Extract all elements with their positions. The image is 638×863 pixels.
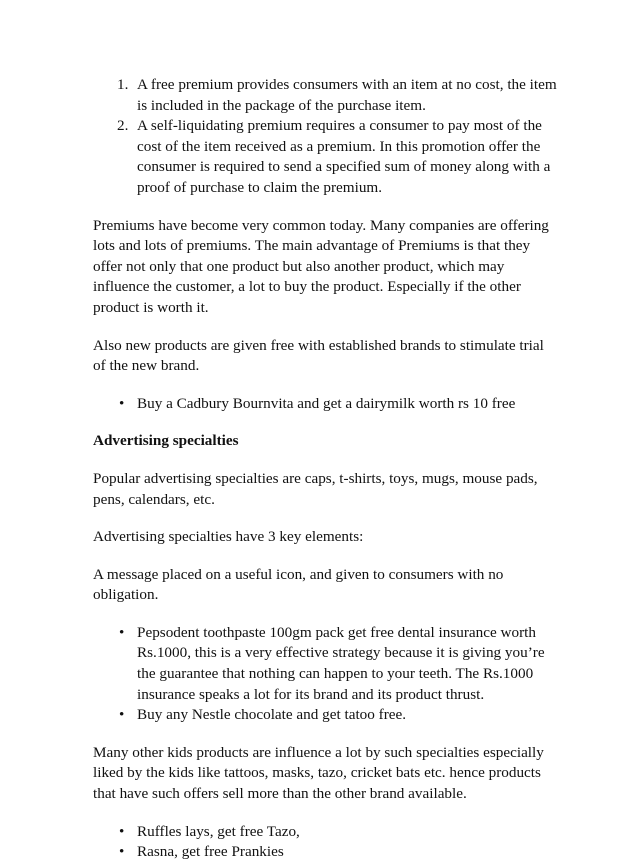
premium-types-list — [93, 75, 558, 199]
heading-advertising-specialties: Advertising specialties — [93, 432, 239, 450]
cadbury-bullet-list — [93, 394, 558, 415]
list-item-cadbury: • Buy a Cadbury Bournvita and get a dairymilk worth rs 10 free — [93, 394, 558, 415]
paragraph-popular-specialties: Popular advertising specialties are caps, t-shirts, toys, mugs, mouse pads, pens, calendars, etc. — [93, 469, 538, 508]
list-item-self-liquidating-premium: A self-liquidating premium requires a consumer to pay most of the cost of the item received as a premium. In this promotion offer the consumer is required to send a specified sum of money along with a proof of purchase to claim the premium. — [137, 117, 551, 196]
list-item-nestle: • Buy any Nestle chocolate and get tatoo free. — [93, 705, 558, 726]
paragraph-premiums-common: Premiums have become very common today. Many companies are offering lots and lots of premiums. The main advantage of Premiums is that they offer not only that one product but also another product, which may influence the customer, a lot to buy the product. Especially if the other product is worth it. — [93, 216, 549, 316]
list-item-pepsodent: • Pepsodent toothpaste 100gm pack get free dental insurance worth Rs.1000, this is a very effective strategy because it is giving you’re the guarantee that nothing can happen to your teeth. The Rs.1000 insurance speaks a lot for its brand and its product thrust. — [93, 623, 558, 705]
paragraph-new-products: Also new products are given free with established brands to stimulate trial of the new brand. — [93, 336, 544, 375]
paragraph-kids-products: Many other kids products are influence a lot by such specialties especially liked by the kids like tattoos, masks, tazo, cricket bats etc. hence products that have such offers sell more than the other brand available. — [93, 743, 544, 803]
list-item-rasna: • Rasna, get free Prankies — [93, 842, 558, 863]
list-item-ruffles: • Ruffles lays, get free Tazo, — [93, 822, 558, 843]
paragraph-key-elements: Advertising specialties have 3 key elements: — [93, 528, 364, 546]
paragraph-message-icon: A message placed on a useful icon, and given to consumers with no obligation. — [93, 565, 504, 604]
list-item-free-premium: A free premium provides consumers with an item at no cost, the item is included in the package of the purchase item. — [137, 76, 557, 114]
kids-offers-bullet-list — [93, 822, 558, 863]
pepsodent-bullet-list — [93, 623, 558, 726]
